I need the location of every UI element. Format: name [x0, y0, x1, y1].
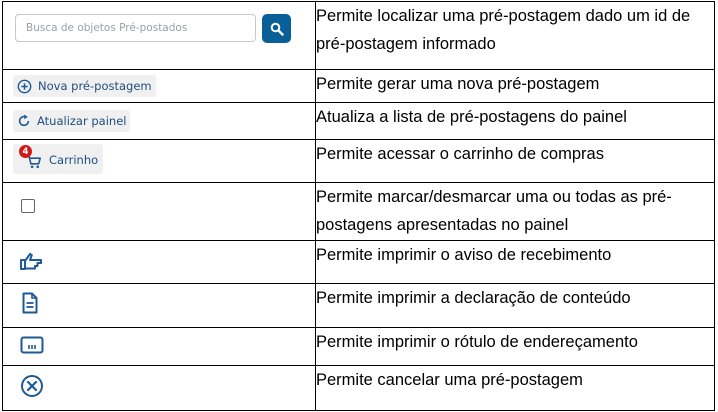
icon-cell: [3, 284, 316, 328]
icon-cell: [3, 366, 316, 411]
address-label-icon[interactable]: [20, 336, 44, 359]
select-all-checkbox[interactable]: [21, 199, 35, 213]
refresh-panel-button[interactable]: [13, 110, 130, 132]
row-description: Permite marcar/desmarcar uma ou todas as pré-postagens apresentadas no painel: [316, 183, 715, 241]
row-description: Permite imprimir o rótulo de endereçamento: [316, 328, 715, 366]
search-icon: [270, 22, 284, 36]
plus-circle-icon: [17, 79, 32, 94]
cart-button[interactable]: [13, 144, 103, 174]
table-row: [3, 366, 715, 411]
refresh-icon: [17, 114, 31, 128]
icon-cell: [3, 70, 316, 103]
table-row: [3, 2, 715, 70]
row-description: Permite imprimir a declaração de conteúdo: [316, 284, 715, 328]
icon-cell: [3, 2, 316, 70]
row-description: Atualiza a lista de pré-postagens do painel: [316, 103, 715, 140]
row-description: Permite gerar uma nova pré-postagem: [316, 70, 715, 103]
legend-table: [2, 1, 715, 411]
new-prepost-label: Nova pré-postagem: [38, 79, 152, 93]
receipt-notice-icon[interactable]: [19, 251, 45, 276]
icon-cell: [3, 328, 316, 366]
icon-cell: [3, 183, 316, 241]
table-row: [3, 103, 715, 140]
table-row: [3, 140, 715, 183]
cart-badge: 4: [19, 145, 32, 158]
row-description: Permite cancelar uma pré-postagem: [316, 366, 715, 411]
search-bar: [3, 2, 315, 69]
icon-cell: [3, 140, 316, 183]
icon-cell: [3, 241, 316, 284]
search-button[interactable]: [262, 14, 291, 43]
table-row: [3, 328, 715, 366]
cancel-circle-icon[interactable]: [20, 374, 44, 403]
row-description: Permite imprimir o aviso de recebimento: [316, 241, 715, 284]
table-row: [3, 284, 715, 328]
search-input[interactable]: [15, 14, 256, 42]
row-description: Permite acessar o carrinho de compras: [316, 140, 715, 183]
table-row: [3, 70, 715, 103]
row-description: Permite localizar uma pré-postagem dado um id de pré-postagem informado: [316, 2, 715, 70]
new-prepost-button[interactable]: [13, 75, 156, 97]
table-row: [3, 241, 715, 284]
cart-label: Carrinho: [49, 153, 99, 167]
table-row: [3, 183, 715, 241]
document-icon[interactable]: [22, 292, 38, 319]
refresh-panel-label: Atualizar painel: [37, 114, 127, 128]
icon-cell: [3, 103, 316, 140]
